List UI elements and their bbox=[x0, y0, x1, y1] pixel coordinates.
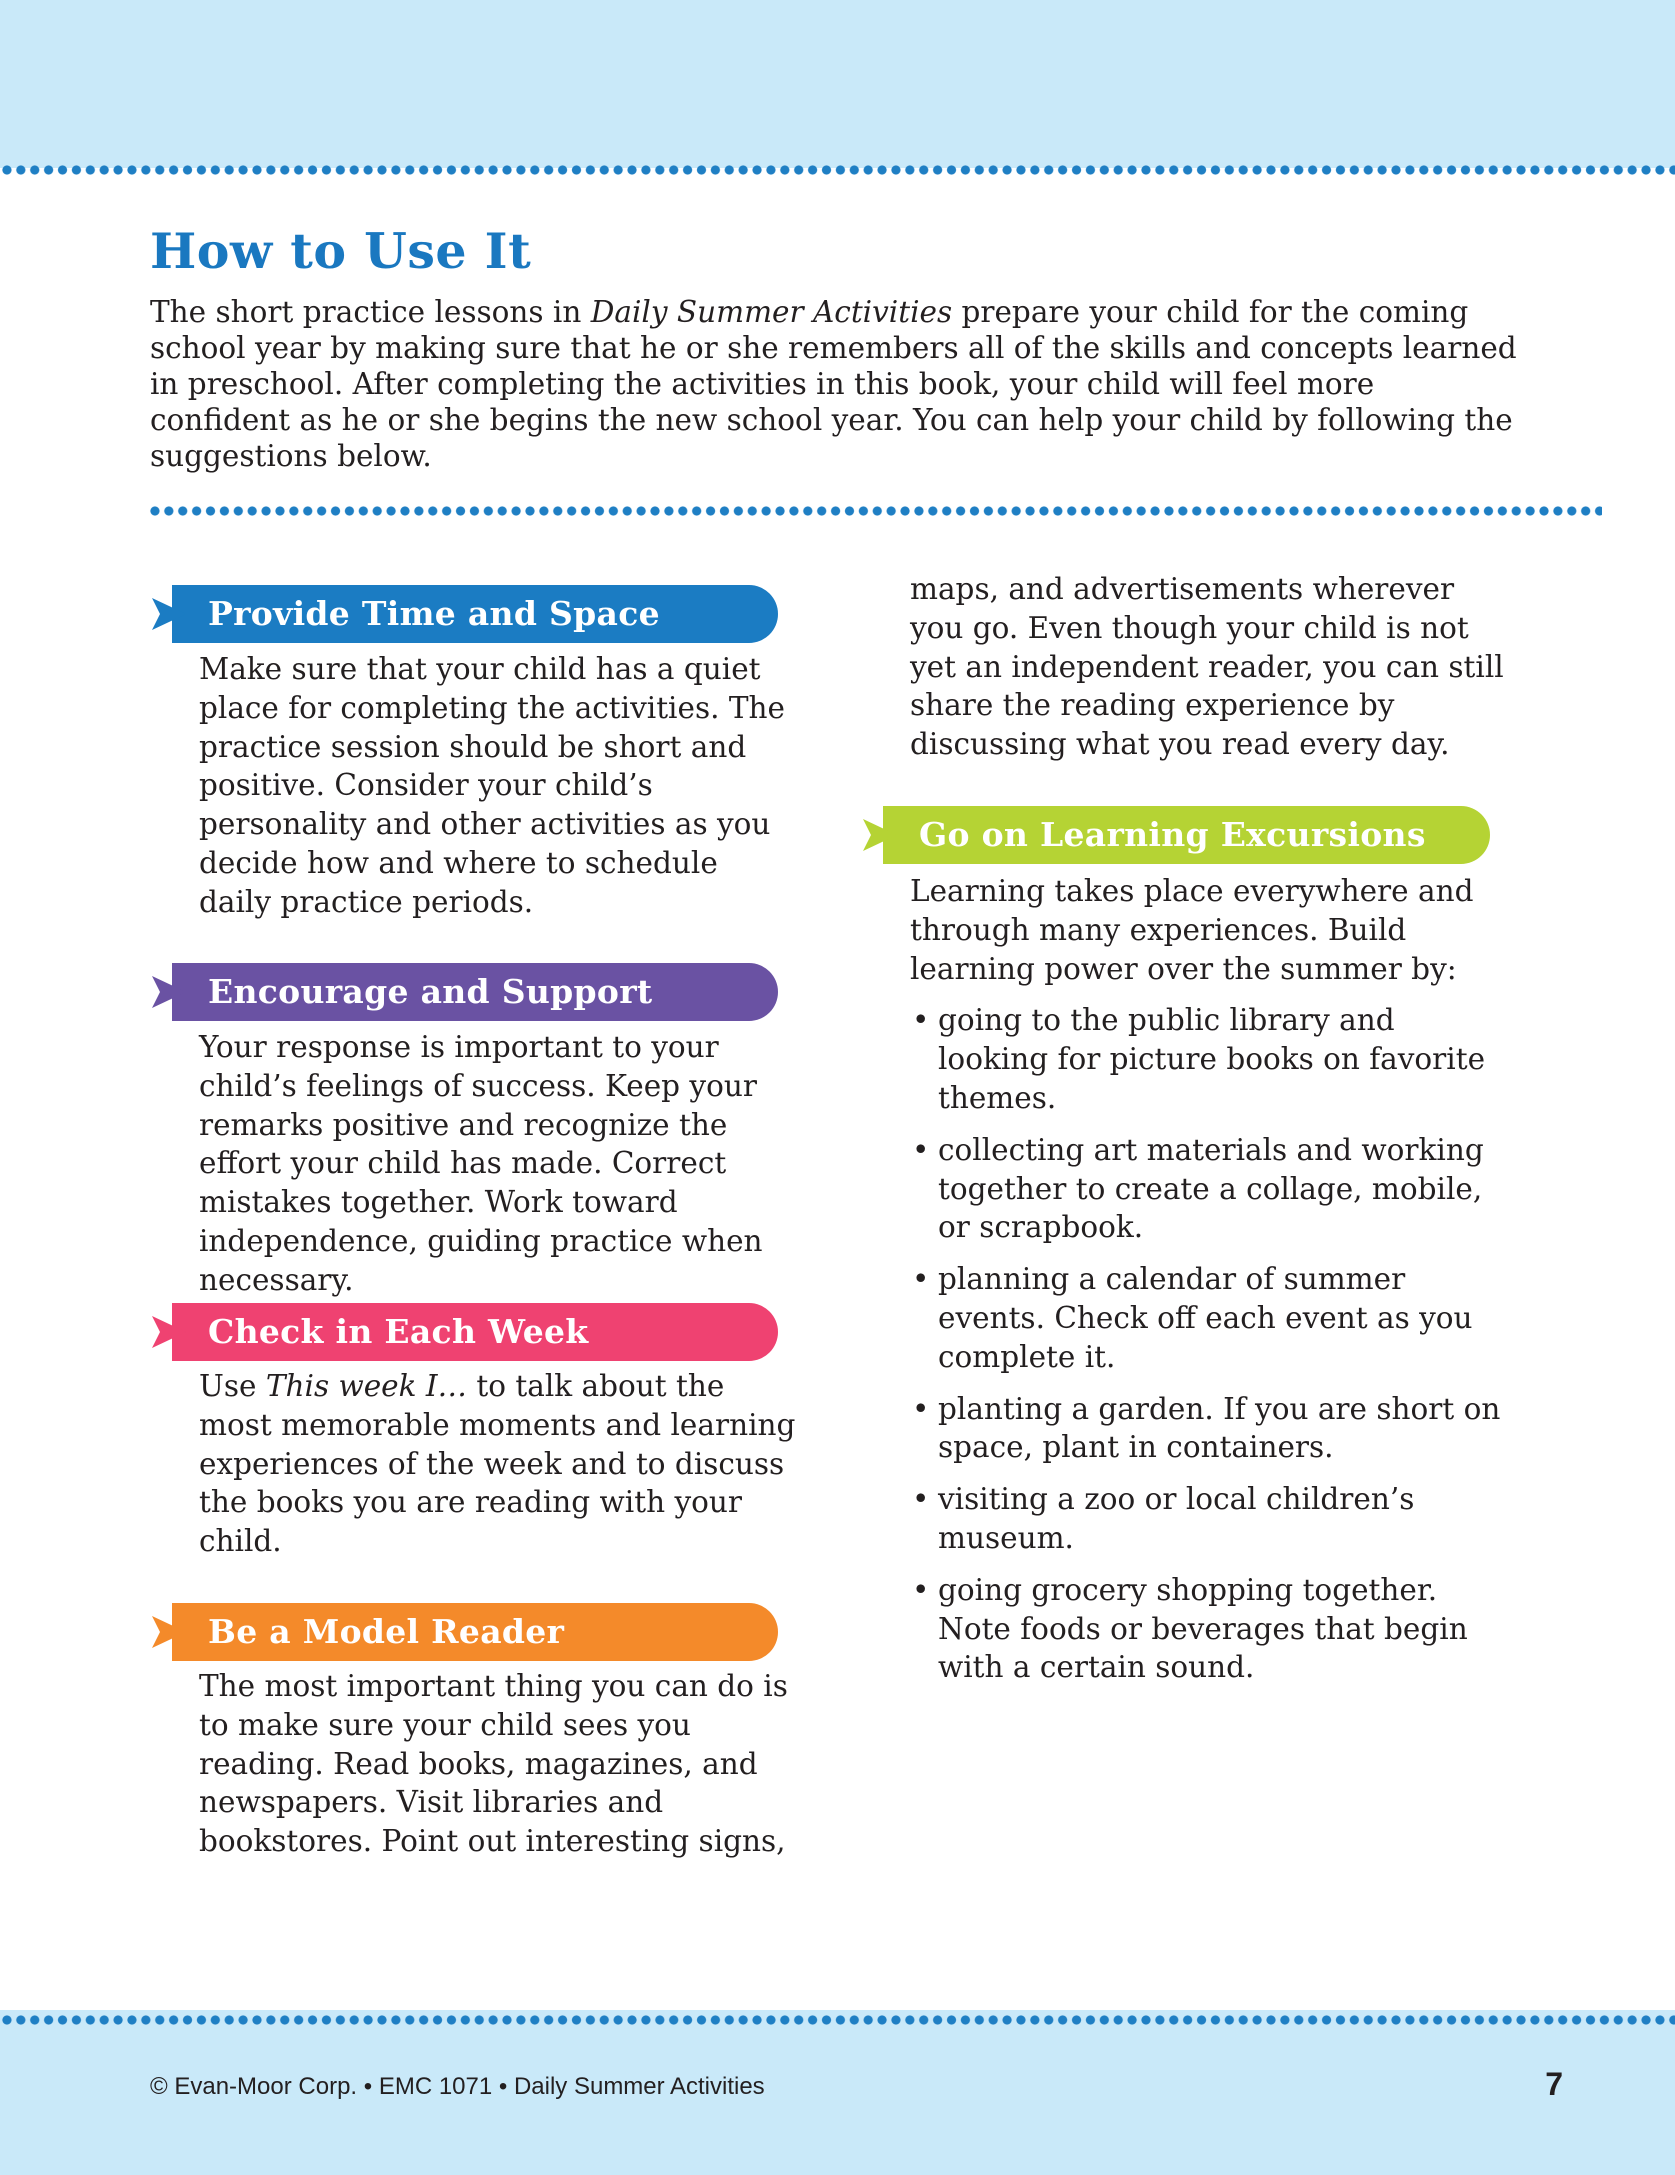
heading-label: Encourage and Support bbox=[208, 972, 653, 1011]
provide-time-body bbox=[199, 650, 799, 922]
page-title: How to Use It bbox=[150, 222, 532, 280]
heading-label: Check in Each Week bbox=[208, 1312, 589, 1351]
intro-text-end: prepare your child for the coming school year by making sure that he or she remembers all of the skills and concepts learned in preschool. After completing the activities in this book, your child will feel more confident as he or she begins the new school year. You can help your child by following the suggestions below. bbox=[150, 295, 1517, 473]
list-item: • visiting a zoo or local children’s museum. bbox=[912, 1482, 1415, 1555]
top-band bbox=[0, 0, 1675, 168]
heading-model-reader bbox=[152, 1603, 778, 1661]
bullet-icon: • bbox=[912, 1572, 930, 1607]
model-reader-body bbox=[199, 1667, 799, 1861]
list-item: • going grocery shopping together. Note foods or beverages that begin with a certain sound. bbox=[912, 1572, 1468, 1685]
body-text: Make sure that your child has a quiet place for completing the activities. The practice session should be short and positive. Consider your child’s personality and other activities as you decide how and where to schedule daily practice periods. bbox=[199, 652, 785, 919]
text-start: Use bbox=[199, 1369, 266, 1403]
encourage-body bbox=[199, 1028, 799, 1300]
bullet-icon: • bbox=[912, 1132, 930, 1167]
list-item: • collecting art materials and working together to create a collage, mobile, or scrapbook. bbox=[912, 1132, 1484, 1245]
bullet-icon: • bbox=[912, 1003, 930, 1038]
heading-label: Provide Time and Space bbox=[208, 594, 660, 633]
model-reader-continued bbox=[910, 570, 1510, 764]
body-text: Your response is important to your child’s feelings of success. Keep your remarks positive and recognize the effort your child has made. Correct mistakes together. Work toward independence, guiding practice when necessary. bbox=[199, 1030, 763, 1297]
list-item: • going to the public library and looking for picture books on favorite themes. bbox=[912, 1003, 1486, 1115]
heading-label: Be a Model Reader bbox=[208, 1612, 565, 1651]
journal-title: This week I… bbox=[265, 1369, 468, 1403]
page-number: 7 bbox=[1545, 2066, 1563, 2102]
list-item: • planning a calendar of summer events. Check off each event as you complete it. bbox=[912, 1262, 1473, 1374]
double-arrow-icon bbox=[152, 1603, 200, 1661]
double-arrow-icon bbox=[152, 963, 200, 1021]
heading-label: Go on Learning Excursions bbox=[919, 815, 1426, 854]
heading-encourage bbox=[152, 963, 778, 1021]
double-arrow-icon bbox=[863, 806, 911, 864]
intro-paragraph bbox=[150, 294, 1520, 474]
bottom-dotted-rule bbox=[0, 2014, 1675, 2026]
section-divider bbox=[148, 505, 1602, 517]
check-in-body bbox=[199, 1367, 799, 1561]
heading-provide-time bbox=[152, 585, 778, 643]
heading-check-in bbox=[152, 1303, 778, 1361]
excursion-list bbox=[910, 1001, 1510, 1687]
excursions-body bbox=[910, 872, 1510, 1700]
list-item: • planting a garden. If you are short on space, plant in containers. bbox=[912, 1391, 1501, 1465]
top-dotted-rule bbox=[0, 164, 1675, 176]
bullet-icon: • bbox=[912, 1391, 930, 1426]
intro-text-start: The short practice lessons in bbox=[150, 295, 591, 329]
heading-excursions bbox=[863, 806, 1490, 864]
text-end: to talk about the most memorable moments and learning experiences of the week and to discuss the books you are reading with your child. bbox=[199, 1369, 796, 1559]
double-arrow-icon bbox=[152, 585, 200, 643]
bullet-icon: • bbox=[912, 1482, 930, 1517]
body-text: maps, and advertisements wherever you go. Even though your child is not yet an independent reader, you can still share the reading experience by discussing what you read every day. bbox=[910, 572, 1504, 762]
bullet-icon: • bbox=[912, 1262, 930, 1297]
double-arrow-icon bbox=[152, 1303, 200, 1361]
body-text: The most important thing you can do is to make sure your child sees you reading. Read books, magazines, and newspapers. Visit libraries and bookstores. Point out interesting signs, bbox=[199, 1669, 788, 1859]
body-text bbox=[199, 1367, 799, 1561]
body-text: Learning takes place everywhere and through many experiences. Build learning power over the summer by: bbox=[910, 874, 1474, 986]
footer-credit: © Evan-Moor Corp. • EMC 1071 • Daily Summer Activities bbox=[150, 2073, 765, 2100]
book-title: Daily Summer Activities bbox=[590, 295, 953, 329]
